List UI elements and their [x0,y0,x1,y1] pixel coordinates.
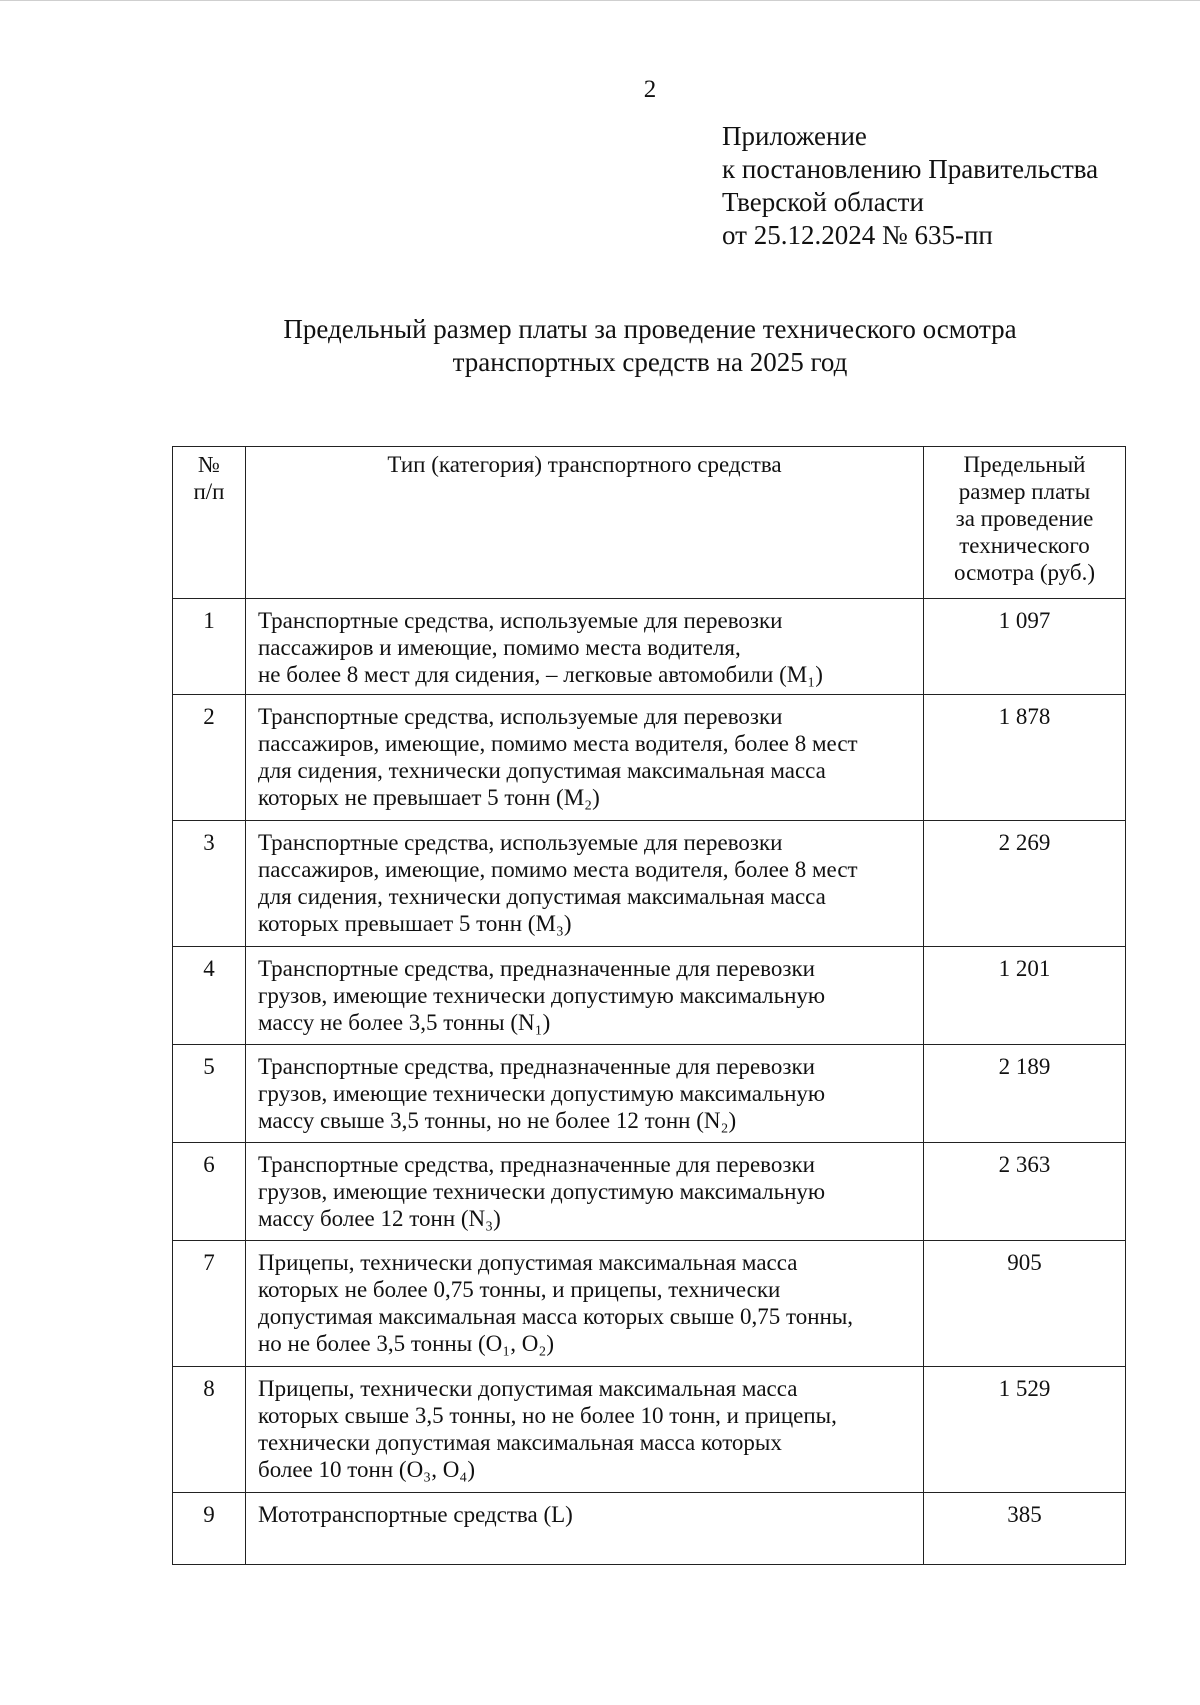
table-row [173,1493,1126,1565]
row-number: 6 [173,1143,246,1241]
row-fee: 385 [924,1493,1126,1565]
row-description: Транспортные средства, используемые для перевозки пассажиров и имеющие, помимо места водителя, не более 8 мест для сидения, – легковые автомобили (M₁) [246,599,924,695]
row-fee: 1 201 [924,947,1126,1045]
row-fee: 905 [924,1241,1126,1367]
document-title [0,313,1200,379]
row-number: 4 [173,947,246,1045]
table-row [173,599,1126,695]
row-description: Транспортные средства, предназначенные для перевозки грузов, имеющие технически допустимую максимальную массу не более 3,5 тонны (N₁) [246,947,924,1045]
row-fee: 1 097 [924,599,1126,695]
table-row [173,1143,1126,1241]
appendix-line-3: Тверской области [722,187,924,217]
header-number: № п/п [173,447,246,599]
table-row [173,1045,1126,1143]
row-description: Транспортные средства, предназначенные для перевозки грузов, имеющие технически допустимую максимальную массу более 12 тонн (N₃) [246,1143,924,1241]
appendix-line-1: Приложение [722,121,867,151]
row-description: Транспортные средства, используемые для перевозки пассажиров, имеющие, помимо места водителя, более 8 мест для сидения, технически допустимая максимальная масса которых превышает 5 тонн (M₃) [246,821,924,947]
appendix-block [722,120,1098,252]
table-row [173,1367,1126,1493]
table-header-row [173,447,1126,599]
row-number: 3 [173,821,246,947]
fee-table [172,446,1126,1565]
row-description: Транспортные средства, используемые для перевозки пассажиров, имеющие, помимо места водителя, более 8 мест для сидения, технически допустимая максимальная масса которых не превышает 5 тонн (M₂) [246,695,924,821]
header-vehicle-type: Тип (категория) транспортного средства [246,447,924,599]
table-row [173,1241,1126,1367]
table-row [173,695,1126,821]
row-number: 8 [173,1367,246,1493]
row-description: Транспортные средства, предназначенные для перевозки грузов, имеющие технически допустимую максимальную массу свыше 3,5 тонны, но не более 12 тонн (N₂) [246,1045,924,1143]
row-fee: 1 878 [924,695,1126,821]
row-fee: 1 529 [924,1367,1126,1493]
header-fee: Предельный размер платы за проведение технического осмотра (руб.) [924,447,1126,599]
title-line-1: Предельный размер платы за проведение технического осмотра [283,314,1017,344]
row-fee: 2 269 [924,821,1126,947]
title-line-2: транспортных средств на 2025 год [452,347,848,377]
table-row [173,821,1126,947]
row-number: 9 [173,1493,246,1565]
page-top-edge [0,0,1200,1]
row-number: 2 [173,695,246,821]
appendix-line-2: к постановлению Правительства [722,154,1099,184]
row-fee: 2 363 [924,1143,1126,1241]
table-row [173,947,1126,1045]
row-number: 1 [173,599,246,695]
row-number: 5 [173,1045,246,1143]
row-number: 7 [173,1241,246,1367]
row-description: Мототранспортные средства (L) [246,1493,924,1565]
row-description: Прицепы, технически допустимая максимальная масса которых не более 0,75 тонны, и прицепы, технически допустимая максимальная масса которых свыше 0,75 тонны, но не более 3,5 тонны (O₁, O₂) [246,1241,924,1367]
row-fee: 2 189 [924,1045,1126,1143]
page-number: 2 [643,76,657,103]
row-description: Прицепы, технически допустимая максимальная масса которых свыше 3,5 тонны, но не более 10 тонн, и прицепы, технически допустимая максимальная масса которых более 10 тонн (O₃, O₄) [246,1367,924,1493]
appendix-line-4: от 25.12.2024 № 635-пп [722,220,993,250]
